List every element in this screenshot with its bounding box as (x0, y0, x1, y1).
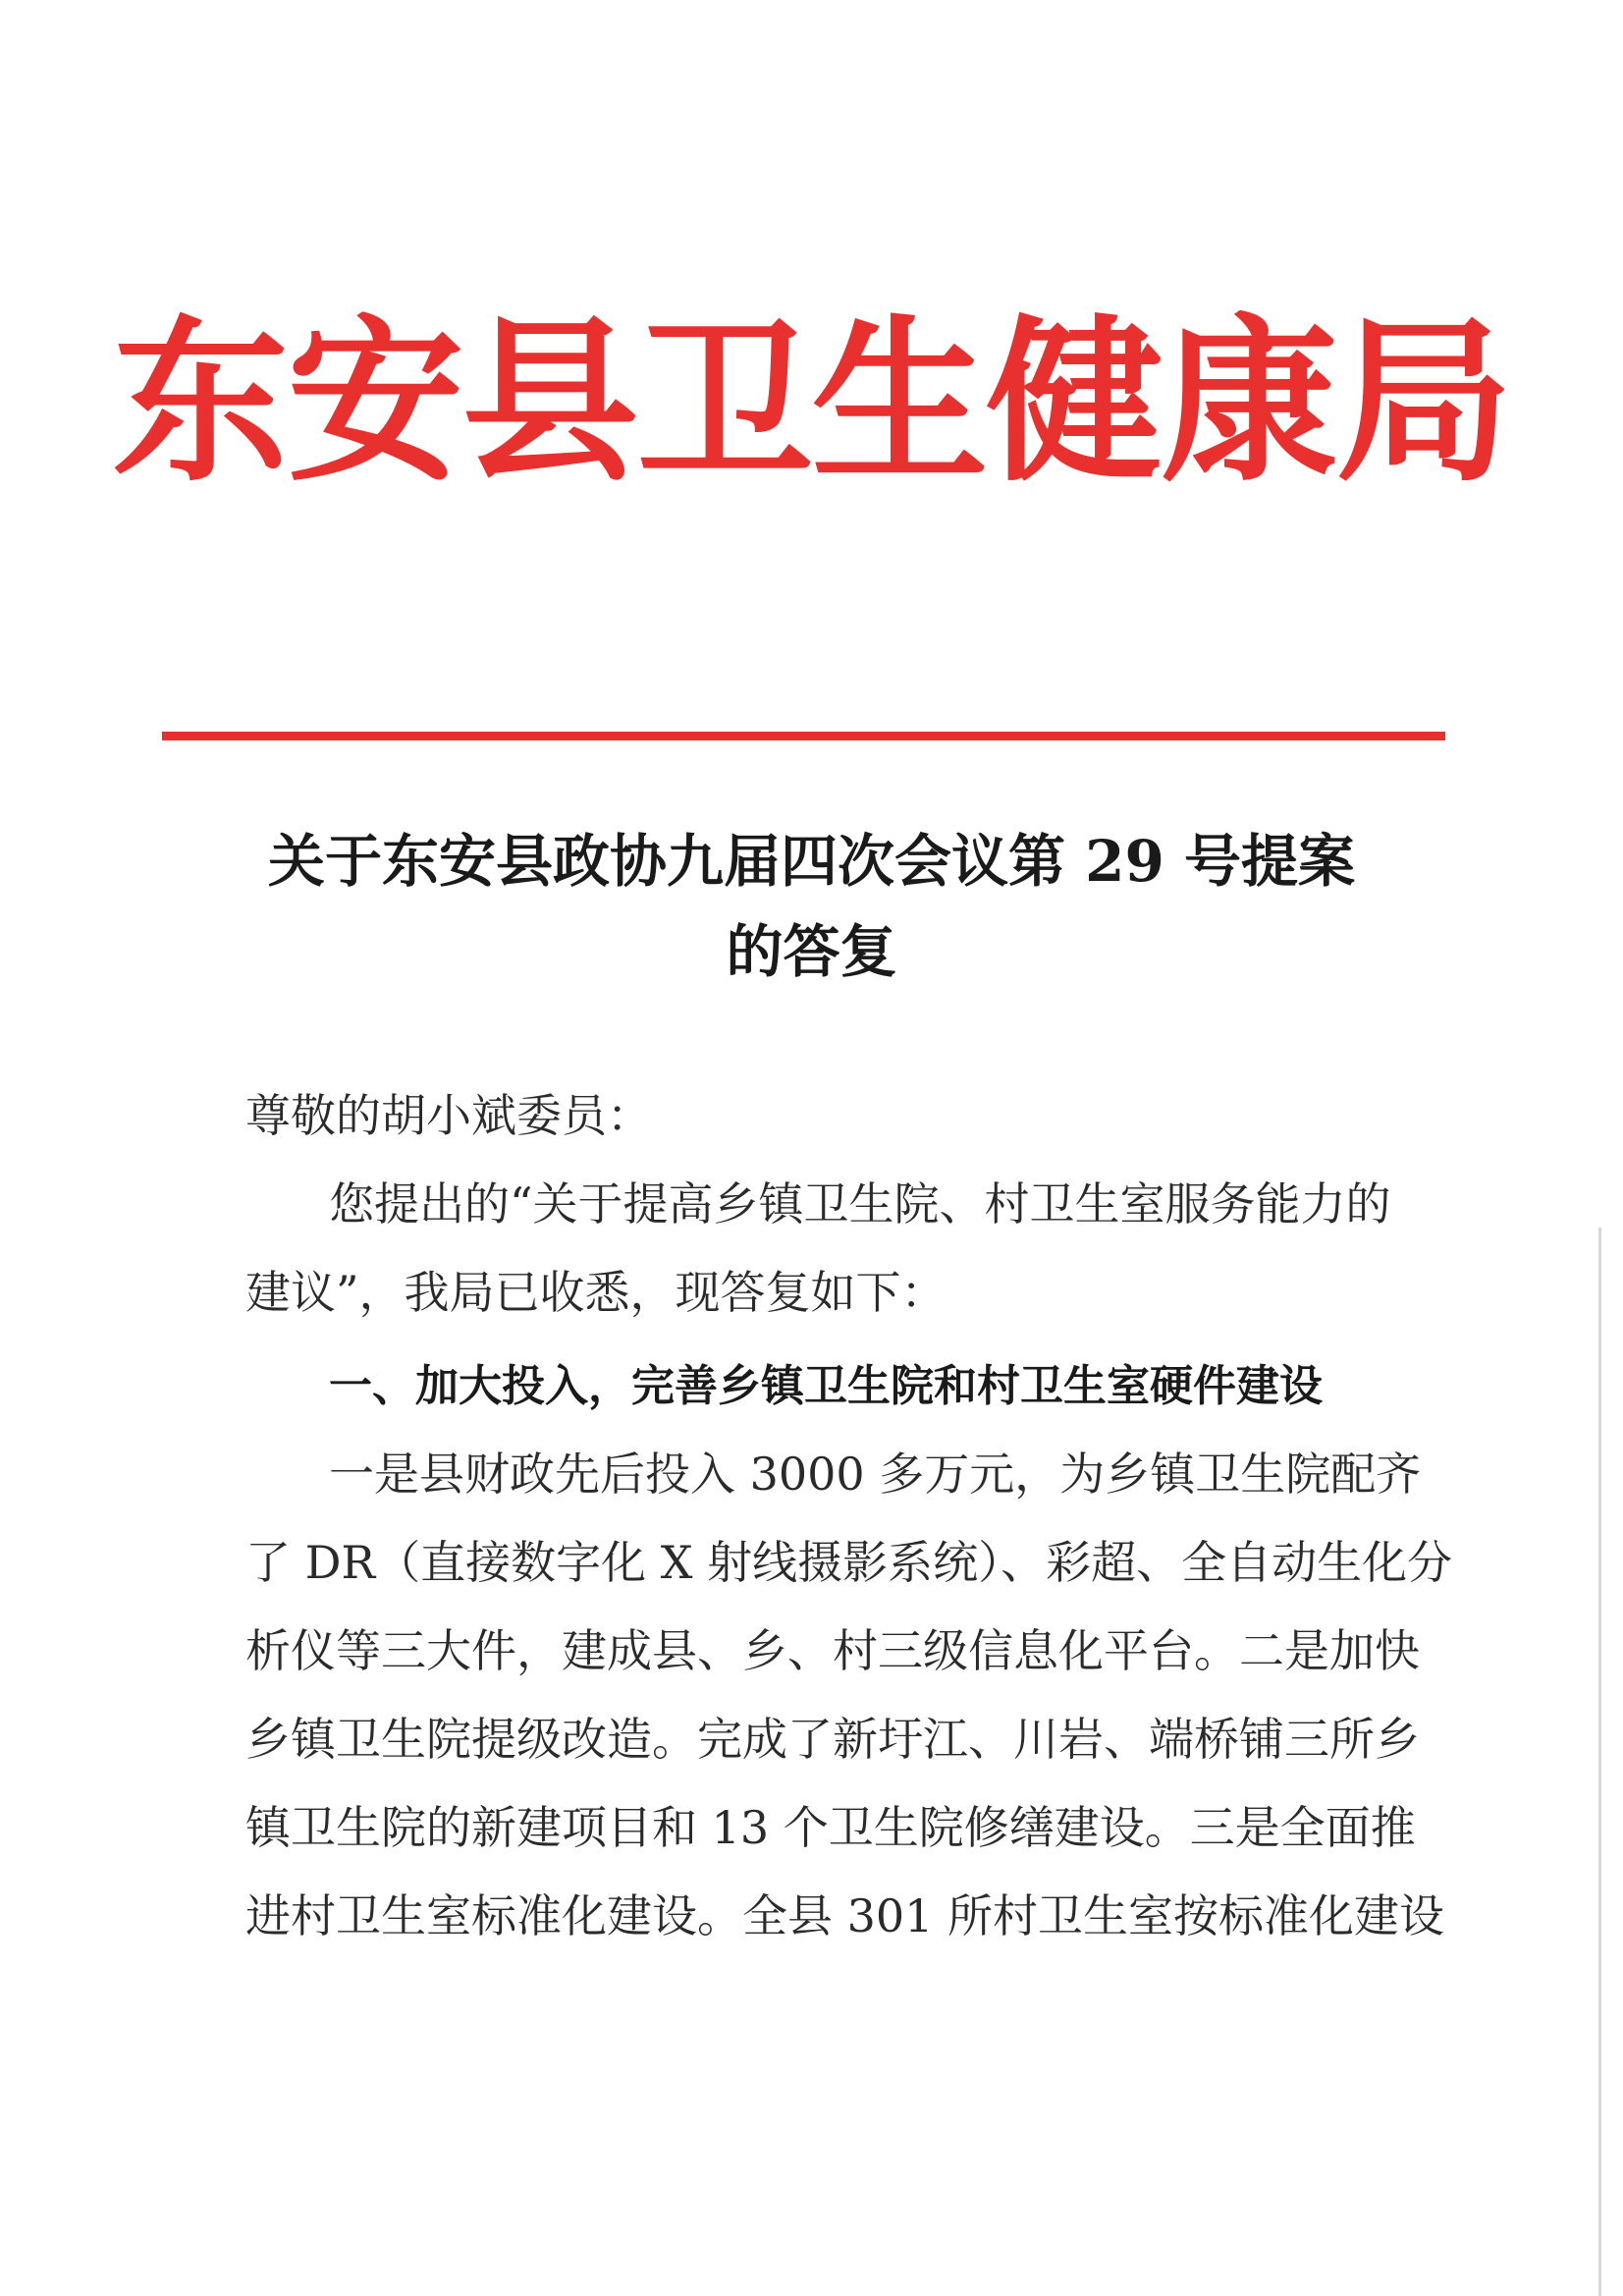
section-1-heading: 一、加大投入，完善乡镇卫生院和村卫生室硬件建设 (329, 1361, 1323, 1411)
section-1-line: 镇卫生院的新建项目和 13 个卫生院修缮建设。三是全面推 (245, 1801, 1416, 1854)
intro-line-2: 建议”，我局已收悉，现答复如下： (245, 1266, 947, 1319)
section-1-line: 了 DR（直接数字化 X 射线摄影系统）、彩超、全自动生化分 (245, 1536, 1453, 1589)
intro-line-1: 您提出的“关于提高乡镇卫生院、村卫生室服务能力的 (329, 1177, 1391, 1230)
document-title-line-1: 关于东安县政协九届四次会议第 29 号提案 (267, 828, 1356, 895)
section-1-line: 乡镇卫生院提级改造。完成了新圩江、川岩、端桥铺三所乡 (245, 1713, 1420, 1766)
letterhead-red-rule (162, 732, 1445, 740)
document-title-line-2: 的答复 (726, 918, 897, 985)
letterhead-title: 东安县卫生健康局 (112, 299, 1511, 506)
section-1-line: 一是县财政先后投入 3000 多万元，为乡镇卫生院配齐 (329, 1448, 1422, 1501)
section-1-line: 进村卫生室标准化建设。全县 301 所村卫生室按标准化建设 (245, 1889, 1445, 1942)
scan-edge-mark (1598, 1228, 1601, 2296)
salutation: 尊敬的胡小斌委员： (245, 1089, 652, 1142)
section-1-line: 析仪等三大件，建成县、乡、村三级信息化平台。二是加快 (245, 1624, 1420, 1677)
